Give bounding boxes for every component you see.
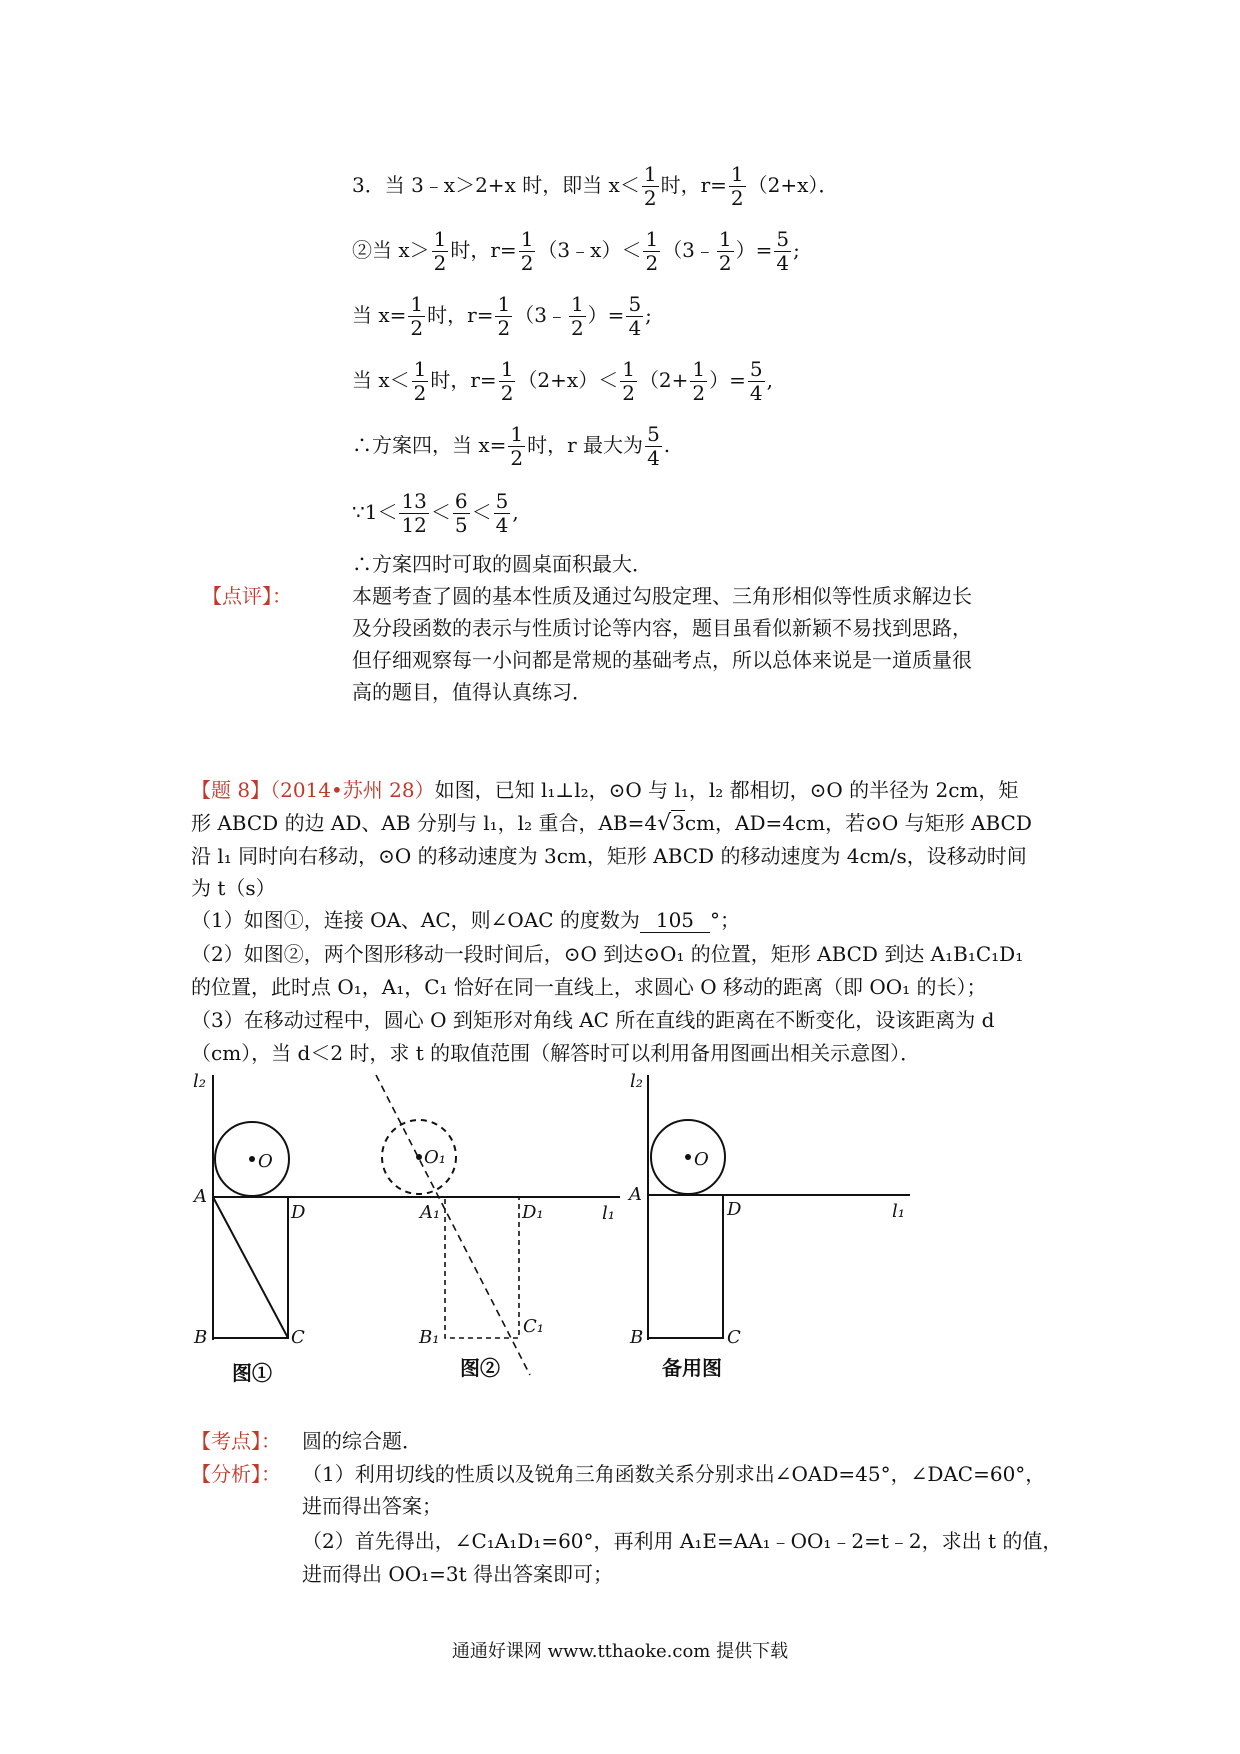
kaodian-label: 【考点】： xyxy=(191,1429,281,1453)
center-dot xyxy=(249,1156,255,1162)
fenxi-line: 进而得出 OO₁=3t 得出答案即可； xyxy=(302,1562,614,1586)
question-3-line-2: （cm），当 d＜2 时，求 t 的取值范围（解答时可以利用备用图画出相关示意图）． xyxy=(191,1041,921,1065)
fraction: $\frac{5}{4}$ xyxy=(776,227,790,275)
solution-line-7: ∴方案四时可取的圆桌面积最大． xyxy=(352,552,652,576)
fenxi-line: （1）利用切线的性质以及锐角三角函数关系分别求出∠OAD=45°，∠DAC=60°， xyxy=(302,1462,1046,1486)
fenxi-line: （2）首先得出，∠C₁A₁D₁=60°，再利用 A₁E=AA₁﹣OO₁﹣2=t﹣2，求出 t 的值， xyxy=(302,1529,1063,1553)
fraction: $\frac{1}{2}$ xyxy=(622,357,635,405)
review-line: 高的题目，值得认真练习． xyxy=(352,680,592,704)
caption-figure-3: 备用图 xyxy=(662,1356,722,1380)
page-footer: 通通好课网 www.tthaoke.com 提供下载 xyxy=(451,1641,789,1662)
fenxi-line: 进而得出答案； xyxy=(302,1494,442,1518)
caption-figure-1: 图① xyxy=(232,1361,272,1385)
problem-line-3: 沿 l₁ 同时向右移动，⊙O 的移动速度为 3cm，矩形 ABCD 的移动速度为 4cm/s，设移动时间 xyxy=(191,844,1027,868)
label-l2: l₂ xyxy=(630,1071,643,1092)
label-d: D xyxy=(291,1202,306,1223)
fraction: $\frac{1}{2}$ xyxy=(520,227,534,275)
label-a1: A₁ xyxy=(420,1202,441,1223)
review-line: 但仔细观察每一小问都是常规的基础考点，所以总体来说是一道质量很 xyxy=(352,648,972,672)
fraction: $\frac{5}{4}$ xyxy=(749,357,763,405)
fraction: $\frac{6}{5}$ xyxy=(454,489,468,537)
fraction: $\frac{1}{2}$ xyxy=(730,162,744,210)
solution-line-6: ∵1＜ $\frac{13}{12}$ ＜ $\frac{6}{5}$ ＜ $\frac{5}{4}$ , xyxy=(352,489,519,537)
figure-1 xyxy=(213,1075,300,1340)
kaodian-text: 圆的综合题． xyxy=(302,1429,422,1453)
question-1: （1）如图①，连接 OA、AC，则∠OAC 的度数为 105 °； xyxy=(191,908,740,932)
fraction: $\frac{1}{2}$ xyxy=(718,227,732,275)
figure-3 xyxy=(648,1075,910,1340)
fraction: $\frac{1}{2}$ xyxy=(497,292,511,340)
label-b: B xyxy=(630,1327,644,1348)
review-line: 及分段函数的表示与性质讨论等内容，题目虽看似新颖不易找到思路， xyxy=(352,616,972,640)
label-a: A xyxy=(629,1184,642,1205)
problem-source: （2014•苏州 28） xyxy=(270,778,435,802)
fraction: $\frac{5}{4}$ xyxy=(495,489,509,537)
problem-label: 【题 8】 xyxy=(191,778,271,802)
question-3-line-1: （3）在移动过程中，圆心 O 到矩形对角线 AC 所在直线的距离在不断变化，设该距离为 d xyxy=(191,1008,995,1032)
rectangle-abcd xyxy=(648,1195,723,1338)
answer-blank: 105 xyxy=(640,908,710,933)
fraction: $\frac{1}{2}$ xyxy=(643,162,657,210)
fraction: $\frac{1}{2}$ xyxy=(410,292,424,340)
sqrt-sign: √ xyxy=(657,811,672,836)
problem-line-2: 形 ABCD 的边 AD、AB 分别与 l₁，l₂ 重合，AB=4√3cm，AD=4cm，若⊙O 与矩形 ABCD xyxy=(191,811,1032,836)
fraction: $\frac{1}{2}$ xyxy=(510,422,524,470)
fraction: $\frac{5}{4}$ xyxy=(628,292,642,340)
question-2-line-1: （2）如图②，两个图形移动一段时间后，⊙O 到达⊙O₁ 的位置，矩形 ABCD 到达 A₁B₁C₁D₁ xyxy=(191,942,1024,966)
fraction: $\frac{5}{4}$ xyxy=(647,422,660,470)
figure-2 xyxy=(376,1075,530,1375)
problem-line-4: 为 t（s） xyxy=(191,876,276,900)
label-c: C xyxy=(291,1327,305,1348)
label-c1: C₁ xyxy=(523,1316,544,1337)
fraction: $\frac{1}{2}$ xyxy=(570,292,584,340)
label-b: B xyxy=(194,1327,208,1348)
label-o: O xyxy=(258,1151,273,1172)
review-line: 本题考查了圆的基本性质及通过勾股定理、三角形相似等性质求解边长 xyxy=(352,584,972,608)
fraction: $\frac{1}{2}$ xyxy=(413,357,427,405)
dashed-line-o1-c1 xyxy=(376,1075,530,1375)
question-2-line-2: 的位置，此时点 O₁，A₁，C₁ 恰好在同一直线上，求圆心 O 移动的距离（即 OO₁ 的长）； xyxy=(191,975,987,999)
solution-line-5: ∴方案四，当 x= $\frac{1}{2}$ 时，r 最大为 $\frac{5}{4}$ . xyxy=(352,422,671,470)
solution-line-2: ②当 x＞ $\frac{1}{2}$ 时，r= $\frac{1}{2}$ （3﹣x）＜ $\frac{1}{2}$ （3﹣ $\frac{1}{2}$ ）= $\frac{5}{4}$ ; xyxy=(352,227,800,275)
fraction: $\frac{1}{2}$ xyxy=(500,357,514,405)
fraction: $\frac{1}{2}$ xyxy=(692,357,706,405)
caption-figure-2: 图② xyxy=(460,1356,500,1380)
solution-line-3: 当 x= $\frac{1}{2}$ 时，r= $\frac{1}{2}$ （3﹣ $\frac{1}{2}$ ）= $\frac{5}{4}$ ; xyxy=(352,292,652,340)
label-c: C xyxy=(727,1327,741,1348)
problem-line-1: 【题 8】（2014•苏州 28）如图，已知 l₁⊥l₂，⊙O 与 l₁，l₂ 都相切，⊙O 的半径为 2cm，矩 xyxy=(191,778,1019,802)
center-dot xyxy=(416,1154,422,1160)
fraction: $\frac{13}{12}$ xyxy=(401,489,427,537)
fraction: $\frac{1}{2}$ xyxy=(645,227,659,275)
solution-line-1: 3．当 3﹣x＞2+x 时，即当 x＜ $\frac{1}{2}$ 时，r= $\frac{1}{2}$ （2+x）． xyxy=(352,162,839,210)
label-o1: O₁ xyxy=(424,1147,446,1168)
figures xyxy=(0,1070,1240,1400)
center-dot xyxy=(685,1154,691,1160)
solution-line-4: 当 x＜ $\frac{1}{2}$ 时，r= $\frac{1}{2}$ （2+x）＜ $\frac{1}{2}$ （2+ $\frac{1}{2}$ ）= $\frac{5}{4}$ , xyxy=(352,357,774,405)
diagonal-ac xyxy=(213,1197,288,1338)
label-l2: l₂ xyxy=(193,1071,206,1092)
label-l1: l₁ xyxy=(892,1201,905,1222)
fraction: $\frac{1}{2}$ xyxy=(433,227,447,275)
label-d1: D₁ xyxy=(522,1202,544,1223)
label-b1: B₁ xyxy=(419,1327,440,1348)
label-o: O xyxy=(694,1149,709,1170)
review-label: 【点评】： xyxy=(202,584,292,608)
label-a: A xyxy=(194,1186,207,1207)
label-l1: l₁ xyxy=(602,1203,615,1224)
fenxi-label: 【分析】： xyxy=(191,1462,281,1486)
rectangle-a1b1c1d1 xyxy=(445,1197,519,1338)
label-d: D xyxy=(727,1199,742,1220)
